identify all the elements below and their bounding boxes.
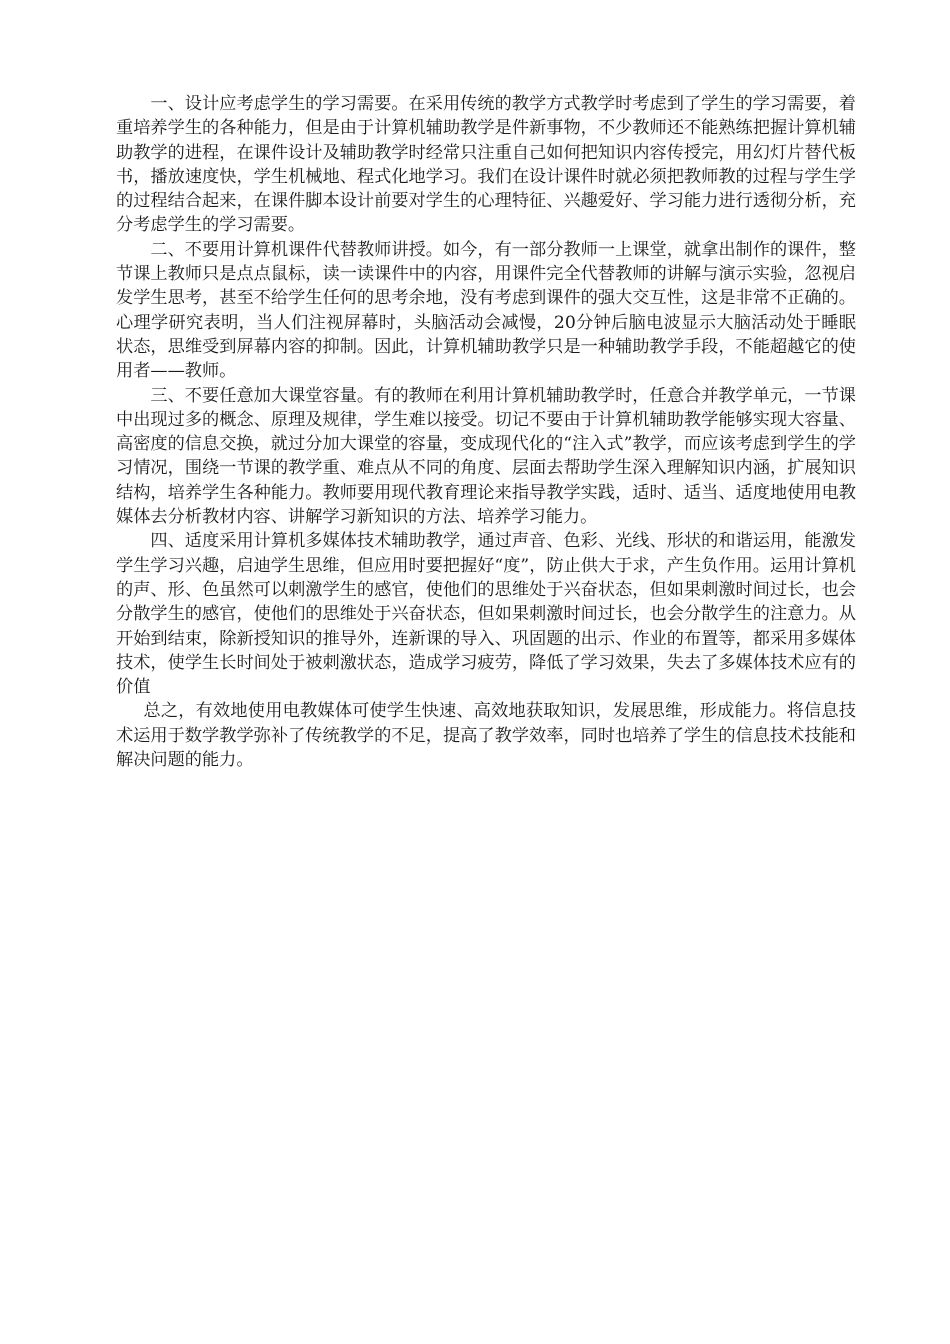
paragraph-3: 三、不要任意加大课堂容量。有的教师在利用计算机辅助教学时，任意合并教学单元，一节课中出现过多的概念、原理及规律，学生难以接受。切记不要由于计算机辅助教学能够实现大容量、高密度的信息交换，就过分加大课堂的容量，变成现代化的“注入式”教学，而应该考虑到学生的学习情况，围绕一节课的教学重、难点从不同的角度、层面去帮助学生深入理解知识内涵，扩展知识结构，培养学生各种能力。教师要用现代教育理论来指导教学实践，适时、适当、适度地使用电教媒体去分析教材内容、讲解学习新知识的方法、培养学习能力。 — [116, 385, 856, 528]
document-body — [116, 92, 856, 772]
paragraph-1: 一、设计应考虑学生的学习需要。在采用传统的教学方式教学时考虑到了学生的学习需要，着重培养学生的各种能力，但是由于计算机辅助教学是件新事物，不少教师还不能熟练把握计算机辅助教学的进程，在课件设计及辅助教学时经常只注重自己如何把知识内容传授完，用幻灯片替代板书，播放速度快，学生机械地、程式化地学习。我们在设计课件时就必须把教师教的过程与学生学的过程结合起来，在课件脚本设计前要对学生的心理特征、兴趣爱好、学习能力进行透彻分析，充分考虑学生的学习需要。 — [116, 94, 856, 236]
paragraph-4: 四、适度采用计算机多媒体技术辅助教学，通过声音、色彩、光线、形状的和谐运用，能激发学生学习兴趣，启迪学生思维，但应用时要把握好“度”，防止供大于求，产生负作用。运用计算机的声、形、色虽然可以刺激学生的感官，使他们的思维处于兴奋状态，但如果刺激时间过长，也会分散学生的感官，使他们的思维处于兴奋状态，但如果刺激时间过长，也会分散学生的注意力。从开始到结束，除新授知识的推导外，连新课的导入、巩固题的出示、作业的布置等，都采用多媒体技术，使学生长时间处于被刺激状态，造成学习疲劳，降低了学习效果，失去了多媒体技术应有的价值 — [116, 531, 856, 698]
paragraph-5-conclusion: 总之，有效地使用电教媒体可使学生快速、高效地获取知识，发展思维，形成能力。将信息技术运用于数学教学弥补了传统教学的不足，提高了教学效率，同时也培养了学生的信息技术技能和解决问题的能力。 — [116, 701, 856, 771]
paragraph-2: 二、不要用计算机课件代替教师讲授。如今，有一部分教师一上课堂，就拿出制作的课件，整节课上教师只是点点鼠标，读一读课件中的内容，用课件完全代替教师的讲解与演示实验，忽视启发学生思考，甚至不给学生任何的思考余地，没有考虑到课件的强大交互性，这是非常不正确的。心理学研究表明，当人们注视屏幕时，头脑活动会减慢，20分钟后脑电波显示大脑活动处于睡眠状态，思维受到屏幕内容的抑制。因此，计算机辅助教学只是一种辅助教学手段，不能超越它的使用者——教师。 — [116, 239, 856, 382]
